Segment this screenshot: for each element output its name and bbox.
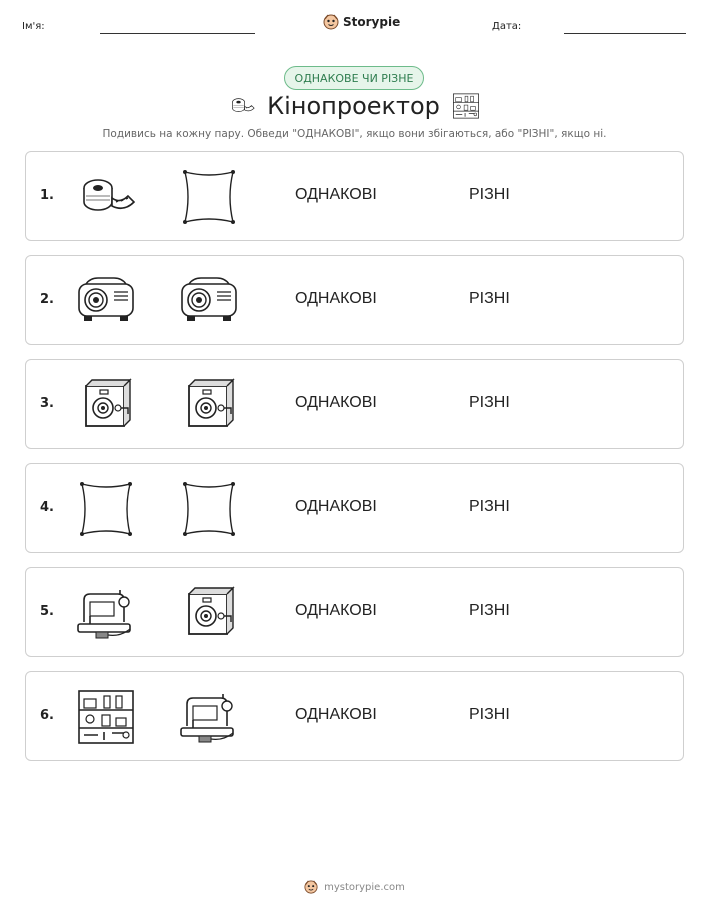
answer-different[interactable]: РІЗНІ [469,394,510,411]
question-number: 6. [40,708,54,723]
name-label: Ім'я: [22,21,45,32]
date-field[interactable] [564,33,686,34]
worksheet-type-badge: ОДНАКОВЕ ЧИ РІЗНЕ [284,66,424,90]
brand-name: Storypie [343,15,401,29]
question-row-6 [25,671,684,761]
screen-icon [179,168,239,226]
tool-shelf-icon [76,688,136,746]
camera-box-icon [76,376,136,434]
page-title: Кінопроектор [267,92,440,120]
film-reel-icon [76,168,136,226]
answer-same[interactable]: ОДНАКОВІ [295,290,377,307]
question-number: 3. [40,396,54,411]
question-row-5 [25,567,684,657]
question-number: 4. [40,500,54,515]
footer-url[interactable]: mystorypie.com [324,881,405,893]
name-field[interactable] [100,33,255,34]
answer-different[interactable]: РІЗНІ [469,602,510,619]
projector-icon [179,272,239,330]
footer [0,880,709,894]
sewing-machine-icon [76,584,136,642]
brand [323,14,400,30]
storypie-logo-icon [304,880,318,894]
title-row [0,92,709,120]
date-label: Дата: [492,21,522,32]
answer-same[interactable]: ОДНАКОВІ [295,498,377,515]
question-row-1 [25,151,684,241]
instructions: Подивись на кожну пару. Обведи "ОДНАКОВІ", якщо вони збігаються, або "РІЗНІ", якщо ні. [102,128,607,140]
question-row-3 [25,359,684,449]
answer-different[interactable]: РІЗНІ [469,498,510,515]
camera-box-icon [179,584,239,642]
camera-box-icon [179,376,239,434]
tool-shelf-icon [452,92,480,120]
answer-same[interactable]: ОДНАКОВІ [295,602,377,619]
screen-icon [179,480,239,538]
question-number: 2. [40,292,54,307]
answer-different[interactable]: РІЗНІ [469,186,510,203]
answer-same[interactable]: ОДНАКОВІ [295,394,377,411]
question-row-4 [25,463,684,553]
question-row-2 [25,255,684,345]
question-number: 5. [40,604,54,619]
answer-different[interactable]: РІЗНІ [469,290,510,307]
sewing-machine-icon [179,688,239,746]
question-number: 1. [40,188,54,203]
projector-icon [76,272,136,330]
answer-different[interactable]: РІЗНІ [469,706,510,723]
film-reel-icon [229,93,255,119]
storypie-logo-icon [323,14,339,30]
answer-same[interactable]: ОДНАКОВІ [295,706,377,723]
screen-icon [76,480,136,538]
answer-same[interactable]: ОДНАКОВІ [295,186,377,203]
